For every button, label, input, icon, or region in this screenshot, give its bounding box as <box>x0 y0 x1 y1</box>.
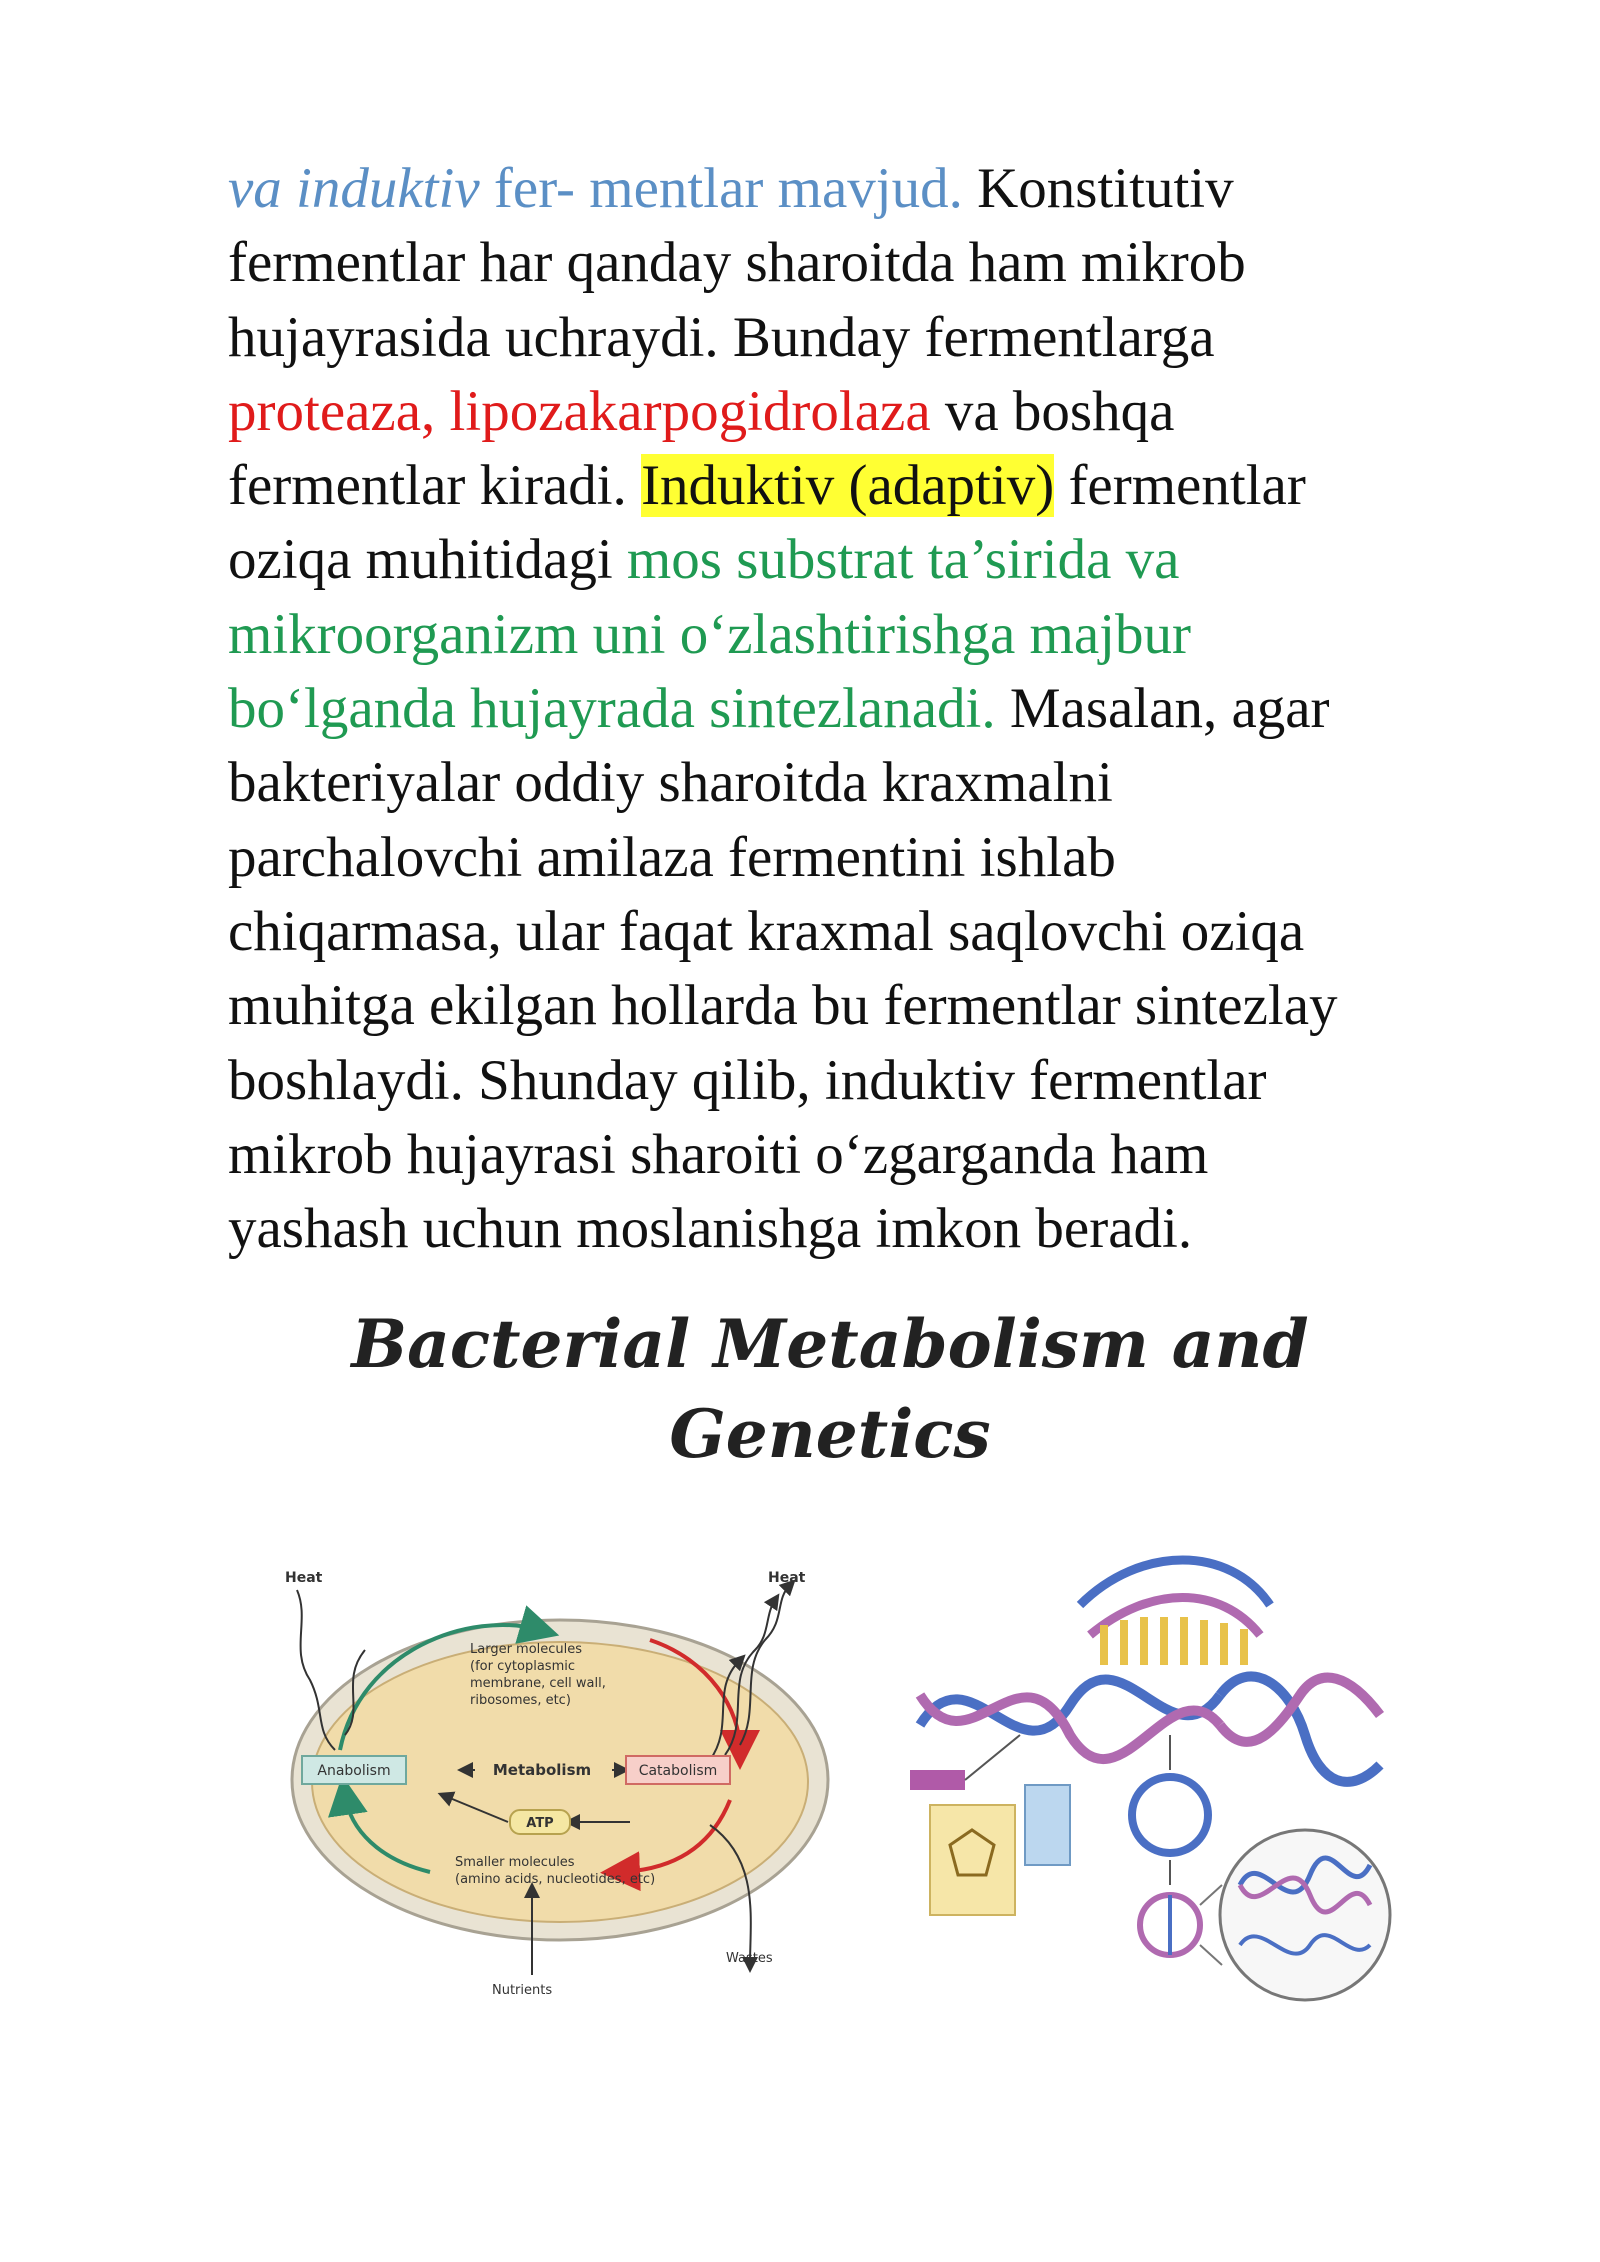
text-line-7: mikroorganizm uni o‘zlashtirishga majbur <box>228 602 1191 666</box>
anabolism-label: Anabolism <box>317 1763 391 1779</box>
zoom-lines <box>1200 1885 1222 1965</box>
term-inductive-italic: va induktiv <box>228 157 480 220</box>
smaller-molecules-label: Smaller molecules <box>455 1855 575 1870</box>
base-pairs <box>1100 1617 1248 1665</box>
green-text: bo‘lganda hujayrada sintezlanadi. <box>228 677 996 741</box>
text-line-12: muhitga ekilgan hollarda bu fermentlar sintezlay <box>228 974 1338 1038</box>
heat-left-label: Heat <box>285 1570 323 1586</box>
highlighted-term: Induktiv (adaptiv) <box>641 454 1055 518</box>
text-line-9: bakteriyalar oddiy sharoitda kraxmalni <box>228 751 1113 815</box>
red-enzyme-names: proteaza, lipozakarpogidrolaza <box>228 379 931 443</box>
plain-text: va boshqa <box>930 379 1175 443</box>
plain-text: fermentlar kiradi. <box>228 454 642 518</box>
pointer-line <box>965 1735 1020 1780</box>
plain-text: fermentlar <box>1054 454 1306 518</box>
phosphate-box <box>1025 1785 1070 1865</box>
text-line-1 <box>228 152 1528 226</box>
text-line-10: parchalovchi amilaza fermentini ishlab <box>228 825 1116 889</box>
text-line-14: mikrob hujayrasi sharoiti o‘zgarganda ham <box>228 1122 1209 1186</box>
plain-text: Masalan, agar <box>995 677 1330 741</box>
plain-text: Konstitutiv <box>962 157 1234 220</box>
text-line-13: boshlaydi. Shunday qilib, induktiv fermentlar <box>228 1048 1267 1112</box>
larger-molecules-label: Larger molecules <box>470 1642 583 1657</box>
sugar-box <box>930 1805 1015 1915</box>
plasmid-circle <box>1132 1777 1208 1853</box>
blue-text: fer- mentlar mavjud. <box>479 157 963 220</box>
dna-replication-diagram <box>910 1525 1400 2015</box>
catabolism-label: Catabolism <box>638 1763 718 1779</box>
atp-label: ATP <box>526 1816 554 1831</box>
metabolism-diagram <box>270 1560 850 2000</box>
body-paragraph <box>228 152 1528 1266</box>
metabolism-label: Metabolism <box>492 1761 592 1779</box>
text-line-8 <box>228 672 1528 746</box>
text-line-2: fermentlar har qanday sharoitda ham mikrob <box>228 231 1246 295</box>
replication-bubble-inner <box>1090 1598 1260 1636</box>
heat-right-label: Heat <box>768 1570 806 1586</box>
larger-molecules-detail-2: membrane, cell wall, <box>470 1676 606 1691</box>
figure-title-line-1: Bacterial Metabolism and <box>351 1305 1309 1383</box>
nutrients-label: Nutrients <box>492 1983 553 1998</box>
plain-text: oziqa muhitidagi <box>228 528 627 592</box>
larger-molecules-detail-1: (for cytoplasmic <box>470 1659 575 1674</box>
label-tag-purple <box>910 1770 965 1790</box>
larger-molecules-detail-3: ribosomes, etc) <box>470 1693 571 1708</box>
smaller-molecules-detail: (amino acids, nucleotides, etc) <box>455 1872 656 1887</box>
zoomed-replication-circle <box>1220 1830 1390 2000</box>
wastes-label: Wastes <box>726 1951 773 1966</box>
text-line-11: chiqarmasa, ular faqat kraxmal saqlovchi oziqa <box>228 899 1305 963</box>
figure-title-line-2: Genetics <box>669 1395 991 1473</box>
text-line-15: yashash uchun moslanishga imkon beradi. <box>228 1197 1193 1261</box>
text-line-6 <box>228 523 1528 597</box>
text-line-3: hujayrasida uchraydi. Bunday fermentlarga <box>228 305 1215 369</box>
green-text: mos substrat ta’sirida va <box>626 528 1180 592</box>
text-line-4 <box>228 375 1528 449</box>
text-line-5 <box>228 449 1528 523</box>
